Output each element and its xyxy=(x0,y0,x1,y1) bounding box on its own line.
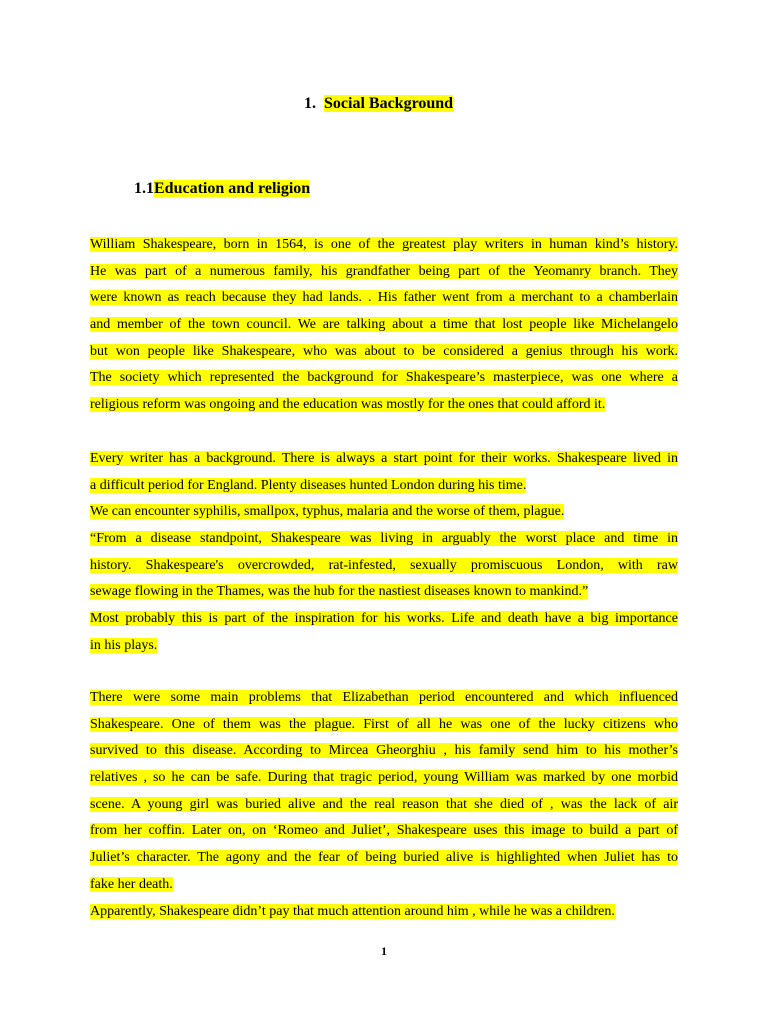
text-line xyxy=(90,606,678,633)
highlighted-text: He was part of a numerous family, his grandfather being part of the Yeomanry branch. They xyxy=(90,263,678,279)
text-line xyxy=(90,738,678,765)
justified-line xyxy=(90,712,678,739)
text-line xyxy=(90,285,678,312)
highlighted-text: survived to this disease. According to Mircea Gheorghiu , his family send him to his mother’s xyxy=(90,743,678,759)
justified-line xyxy=(90,792,678,819)
text-line xyxy=(90,473,678,500)
text-line xyxy=(90,792,678,819)
paragraph-1 xyxy=(90,232,678,419)
highlighted-text: Juliet’s character. The agony and the fear of being buried alive is highlighted when Juliet has to xyxy=(90,850,678,866)
highlighted-text: relatives , so he can be safe. During that tragic period, young William was marked by one morbid xyxy=(90,770,678,786)
highlighted-text: but won people like Shakespeare, who was about to be considered a genius through his work. xyxy=(90,343,678,359)
justified-line xyxy=(90,845,678,872)
highlighted-text: Every writer has a background. There is always a start point for their works. Shakespeare lived in xyxy=(90,451,678,466)
text-line xyxy=(90,765,678,792)
highlighted-text: scene. A young girl was buried alive and the real reason that she died of , was the lack of air xyxy=(90,796,678,812)
highlighted-text: religious reform was ongoing and the education was mostly for the ones that could afford it. xyxy=(90,397,606,413)
section-heading xyxy=(304,92,453,116)
text-line xyxy=(90,526,678,553)
justified-line xyxy=(90,738,678,765)
highlighted-text: in his plays. xyxy=(90,637,158,653)
text-line xyxy=(90,365,678,392)
text-line xyxy=(90,259,678,286)
highlighted-text: from her coffin. Later on, on ‘Romeo and Juliet’, Shakespeare uses this image to build a part of xyxy=(90,823,678,839)
highlighted-text: “From a disease standpoint, Shakespeare was living in arguably the worst place and time in xyxy=(90,531,678,547)
text-line xyxy=(90,685,678,712)
justified-line xyxy=(90,818,678,845)
highlighted-text: and member of the town council. We are talking about a time that lost people like Michelangelo xyxy=(90,317,678,333)
justified-line xyxy=(90,232,678,259)
subsection-heading xyxy=(134,177,310,201)
section-title: Social Background xyxy=(324,95,454,112)
page-number: 1 xyxy=(381,944,387,958)
highlighted-text: Most probably this is part of the inspiration for his works. Life and death have a big importance xyxy=(90,611,678,627)
text-line xyxy=(90,446,678,473)
justified-line xyxy=(90,312,678,339)
text-line xyxy=(90,499,678,526)
justified-line xyxy=(90,339,678,366)
justified-line xyxy=(90,606,678,633)
text-line xyxy=(90,312,678,339)
text-line xyxy=(90,872,678,899)
highlighted-text: fake her death. xyxy=(90,876,173,892)
paragraph-3 xyxy=(90,685,678,925)
highlighted-text: Shakespeare. One of them was the plague. First of all he was one of the lucky citizens who xyxy=(90,716,678,732)
text-line xyxy=(90,553,678,580)
justified-line xyxy=(90,553,678,580)
text-line xyxy=(90,818,678,845)
subsection-title: Education and religion xyxy=(154,180,311,197)
highlighted-text: The society which represented the background for Shakespeare’s masterpiece, was one where a xyxy=(90,370,678,386)
justified-line xyxy=(90,259,678,286)
justified-line xyxy=(90,285,678,312)
highlighted-text: sewage flowing in the Thames, was the hub for the nastiest diseases known to mankind.” xyxy=(90,584,589,600)
highlighted-text: were known as reach because they had lands. . His father went from a merchant to a chamberlain xyxy=(90,290,678,306)
justified-line xyxy=(90,765,678,792)
justified-line xyxy=(90,526,678,553)
subsection-number: 1.1 xyxy=(134,180,154,197)
justified-line xyxy=(90,446,678,473)
paragraph-2 xyxy=(90,446,678,660)
text-line xyxy=(90,339,678,366)
highlighted-text: history. Shakespeare's overcrowded, rat-infested, sexually promiscuous London, with raw xyxy=(90,557,678,573)
text-line xyxy=(90,232,678,259)
section-number: 1. xyxy=(304,95,316,112)
highlighted-text: Apparently, Shakespeare didn’t pay that much attention around him , while he was a children. xyxy=(90,903,615,919)
text-line xyxy=(90,579,678,606)
text-line xyxy=(90,712,678,739)
text-line xyxy=(90,845,678,872)
highlighted-text: William Shakespeare, born in 1564, is one of the greatest play writers in human kind’s history. xyxy=(90,237,678,252)
justified-line xyxy=(90,685,678,712)
highlighted-text: There were some main problems that Elizabethan period encountered and which influenced xyxy=(90,690,678,705)
justified-line xyxy=(90,365,678,392)
text-line xyxy=(90,392,678,419)
highlighted-text: We can encounter syphilis, smallpox, typhus, malaria and the worse of them, plague. xyxy=(90,504,565,520)
highlighted-text: a difficult period for England. Plenty diseases hunted London during his time. xyxy=(90,477,527,493)
text-line xyxy=(90,633,678,660)
text-line xyxy=(90,899,678,926)
